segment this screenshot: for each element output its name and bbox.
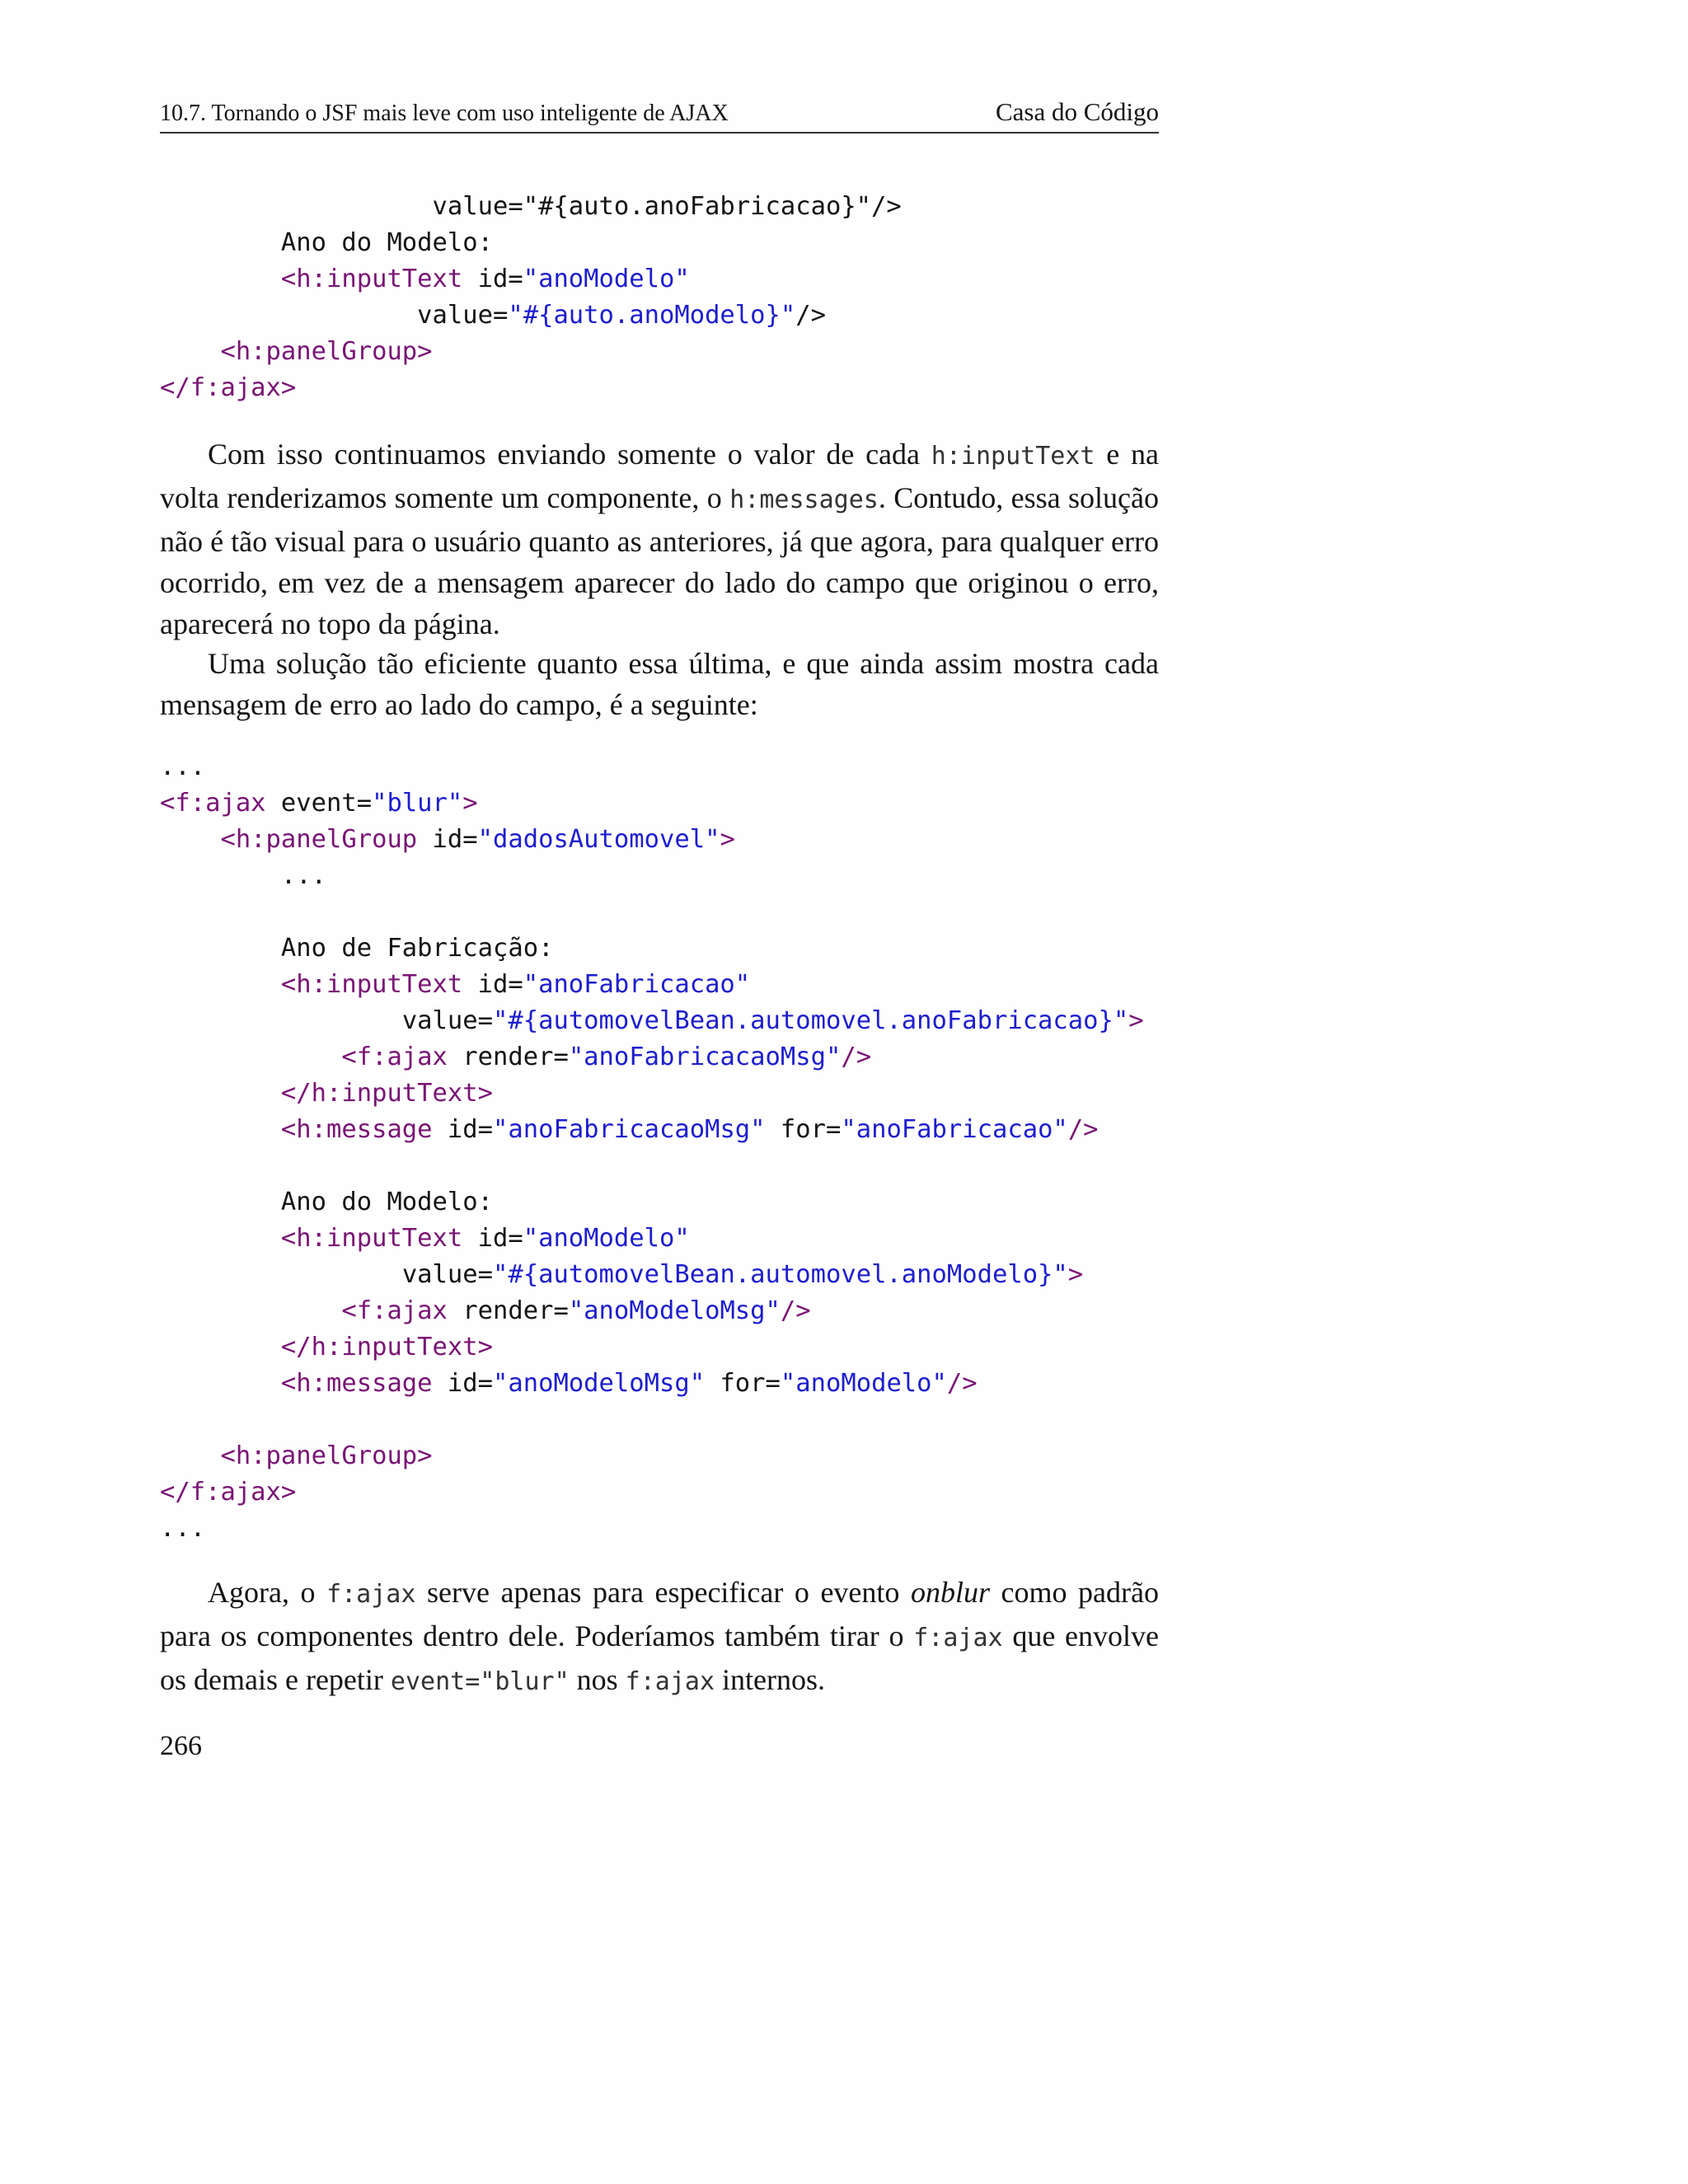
code-line: [160, 334, 902, 370]
code-attr: id=: [462, 1224, 523, 1253]
code-line: [160, 189, 902, 225]
code-line: [160, 858, 1144, 894]
code-string: "anoModelo": [523, 1224, 690, 1253]
code-string: "anoModelo": [780, 1369, 947, 1398]
code-tag: </h:inputText>: [280, 1079, 493, 1108]
page-number: 266: [160, 1731, 202, 1761]
code-attr: event=: [265, 789, 373, 818]
code-line: [160, 749, 1144, 785]
code-string: "blur": [372, 789, 463, 818]
emphasis: onblur: [910, 1576, 990, 1609]
code-tag: >: [462, 789, 478, 818]
code-tag: <h:panelGroup>: [220, 1441, 433, 1470]
text-run: e na volta renderizamos somente um componente, o: [160, 438, 1159, 514]
code-tag: />: [841, 1043, 872, 1071]
code-tag: <h:message: [280, 1369, 433, 1398]
code-attr: id=: [417, 825, 478, 854]
code-text: ...: [160, 752, 206, 781]
code-attr: value=: [401, 1006, 493, 1035]
code-line: [160, 822, 1144, 858]
code-attr: id=: [432, 1369, 493, 1398]
text-run: Uma solução tão eficiente quanto essa última, e que ainda assim mostra cada mensagem de erro ao lado do campo, é a seguinte:: [160, 647, 1159, 721]
code-block-top: [160, 189, 902, 406]
code-tag: >: [1067, 1260, 1084, 1289]
text-run: serve apenas para especificar o evento: [415, 1576, 911, 1609]
code-tag: <h:message: [280, 1115, 433, 1144]
code-attr: for=: [765, 1115, 842, 1144]
code-line: [160, 1221, 1144, 1257]
code-line: [160, 261, 902, 298]
text-run: internos.: [715, 1663, 826, 1696]
code-text: Ano do Modelo:: [160, 228, 493, 257]
code-text: />: [795, 301, 826, 330]
code-line: [160, 1112, 1144, 1148]
code-tag: <f:ajax: [341, 1043, 448, 1071]
code-tag: />: [946, 1369, 978, 1398]
code-line: [160, 1148, 1144, 1184]
code-tag: <h:inputText: [280, 970, 463, 999]
code-string: "#{automovelBean.automovel.anoFabricacao}": [493, 1006, 1129, 1035]
code-text: Ano do Modelo:: [280, 1188, 493, 1216]
code-string: "anoFabricacaoMsg": [568, 1043, 842, 1071]
code-attr: id=: [432, 1115, 493, 1144]
code-string: "anoFabricacao": [523, 970, 751, 999]
paragraph-3: [160, 1572, 1159, 1703]
paragraph-2: [160, 643, 1159, 725]
code-tag: <h:inputText: [280, 1224, 463, 1253]
code-tag: />: [780, 1296, 811, 1325]
code-tag: >: [1128, 1006, 1144, 1035]
code-attr: render=: [447, 1043, 569, 1071]
code-tag: <h:panelGroup: [220, 825, 418, 854]
text-run: Agora, o: [208, 1576, 327, 1609]
code-tag: </h:inputText>: [280, 1333, 493, 1361]
text-run: . Contudo, essa solução não é tão visual para o usuário quanto as anteriores, já que agora, para qualquer erro ocorrido, em vez de a mensagem aparecer do lado do campo que originou o erro, aparecerá no topo da página.: [160, 481, 1159, 640]
text-run: que envolve os demais e repetir: [160, 1619, 1160, 1696]
code-line: [160, 1039, 1144, 1076]
code-attr: id=: [462, 265, 523, 293]
code-attr: value=: [417, 301, 509, 330]
code-line: [160, 1293, 1144, 1329]
code-string: "anoFabricacao": [841, 1115, 1068, 1144]
code-tag: <h:panelGroup>: [220, 337, 433, 366]
code-tag: >: [720, 825, 735, 854]
code-tag: </f:ajax>: [160, 373, 297, 402]
section-title: 10.7. Tornando o JSF mais leve com uso inteligente de AJAX: [160, 101, 729, 126]
code-line: [160, 370, 902, 406]
code-text: ...: [160, 1514, 206, 1543]
publisher-name: Casa do Código: [995, 97, 1159, 126]
text-run: nos: [569, 1663, 626, 1696]
inline-code: f:ajax: [913, 1624, 1003, 1652]
code-string: "dadosAutomovel": [477, 825, 720, 854]
text-run: como padrão para os componentes dentro dele. Poderíamos também tirar o: [160, 1576, 1159, 1652]
inline-code: h:messages: [729, 485, 879, 514]
paragraph-1: [160, 434, 1159, 644]
code-attr: id=: [462, 970, 523, 999]
code-text: value="#{auto.anoFabricacao}"/>: [160, 192, 902, 221]
code-line: [160, 1184, 1144, 1221]
code-line: [160, 1366, 1144, 1402]
code-tag: <f:ajax: [341, 1296, 448, 1325]
code-line: [160, 894, 1144, 930]
code-string: "anoModelo": [523, 265, 690, 293]
code-string: "anoModeloMsg": [493, 1369, 706, 1398]
code-string: "anoModeloMsg": [568, 1296, 781, 1325]
inline-code: f:ajax: [625, 1667, 715, 1696]
code-text: Ano de Fabricação:: [280, 934, 554, 963]
code-attr: value=: [401, 1260, 493, 1289]
code-line: [160, 930, 1144, 967]
code-block-main: [160, 749, 1144, 1547]
code-text: ...: [280, 861, 326, 890]
code-line: [160, 967, 1144, 1003]
code-line: [160, 1474, 1144, 1511]
code-line: [160, 785, 1144, 822]
code-string: "anoFabricacaoMsg": [493, 1115, 766, 1144]
code-tag: <h:inputText: [280, 265, 463, 293]
code-line: [160, 1329, 1144, 1366]
code-line: [160, 1003, 1144, 1039]
code-string: "#{automovelBean.automovel.anoModelo}": [493, 1260, 1068, 1289]
code-line: [160, 1257, 1144, 1293]
code-attr: render=: [447, 1296, 569, 1325]
text-run: Com isso continuamos enviando somente o valor de cada: [208, 438, 931, 471]
inline-code: h:inputText: [931, 442, 1095, 471]
inline-code: event="blur": [390, 1667, 570, 1696]
inline-code: f:ajax: [326, 1580, 416, 1609]
code-attr: for=: [705, 1369, 781, 1398]
code-tag: />: [1067, 1115, 1099, 1144]
running-header: [160, 97, 1159, 134]
code-string: "#{auto.anoModelo}": [508, 301, 796, 330]
code-line: [160, 298, 902, 334]
code-tag: <f:ajax: [160, 789, 266, 818]
code-tag: </f:ajax>: [160, 1478, 297, 1507]
code-line: [160, 1076, 1144, 1112]
code-line: [160, 1511, 1144, 1547]
code-line: [160, 1438, 1144, 1474]
code-line: [160, 1402, 1144, 1438]
code-line: [160, 225, 902, 261]
